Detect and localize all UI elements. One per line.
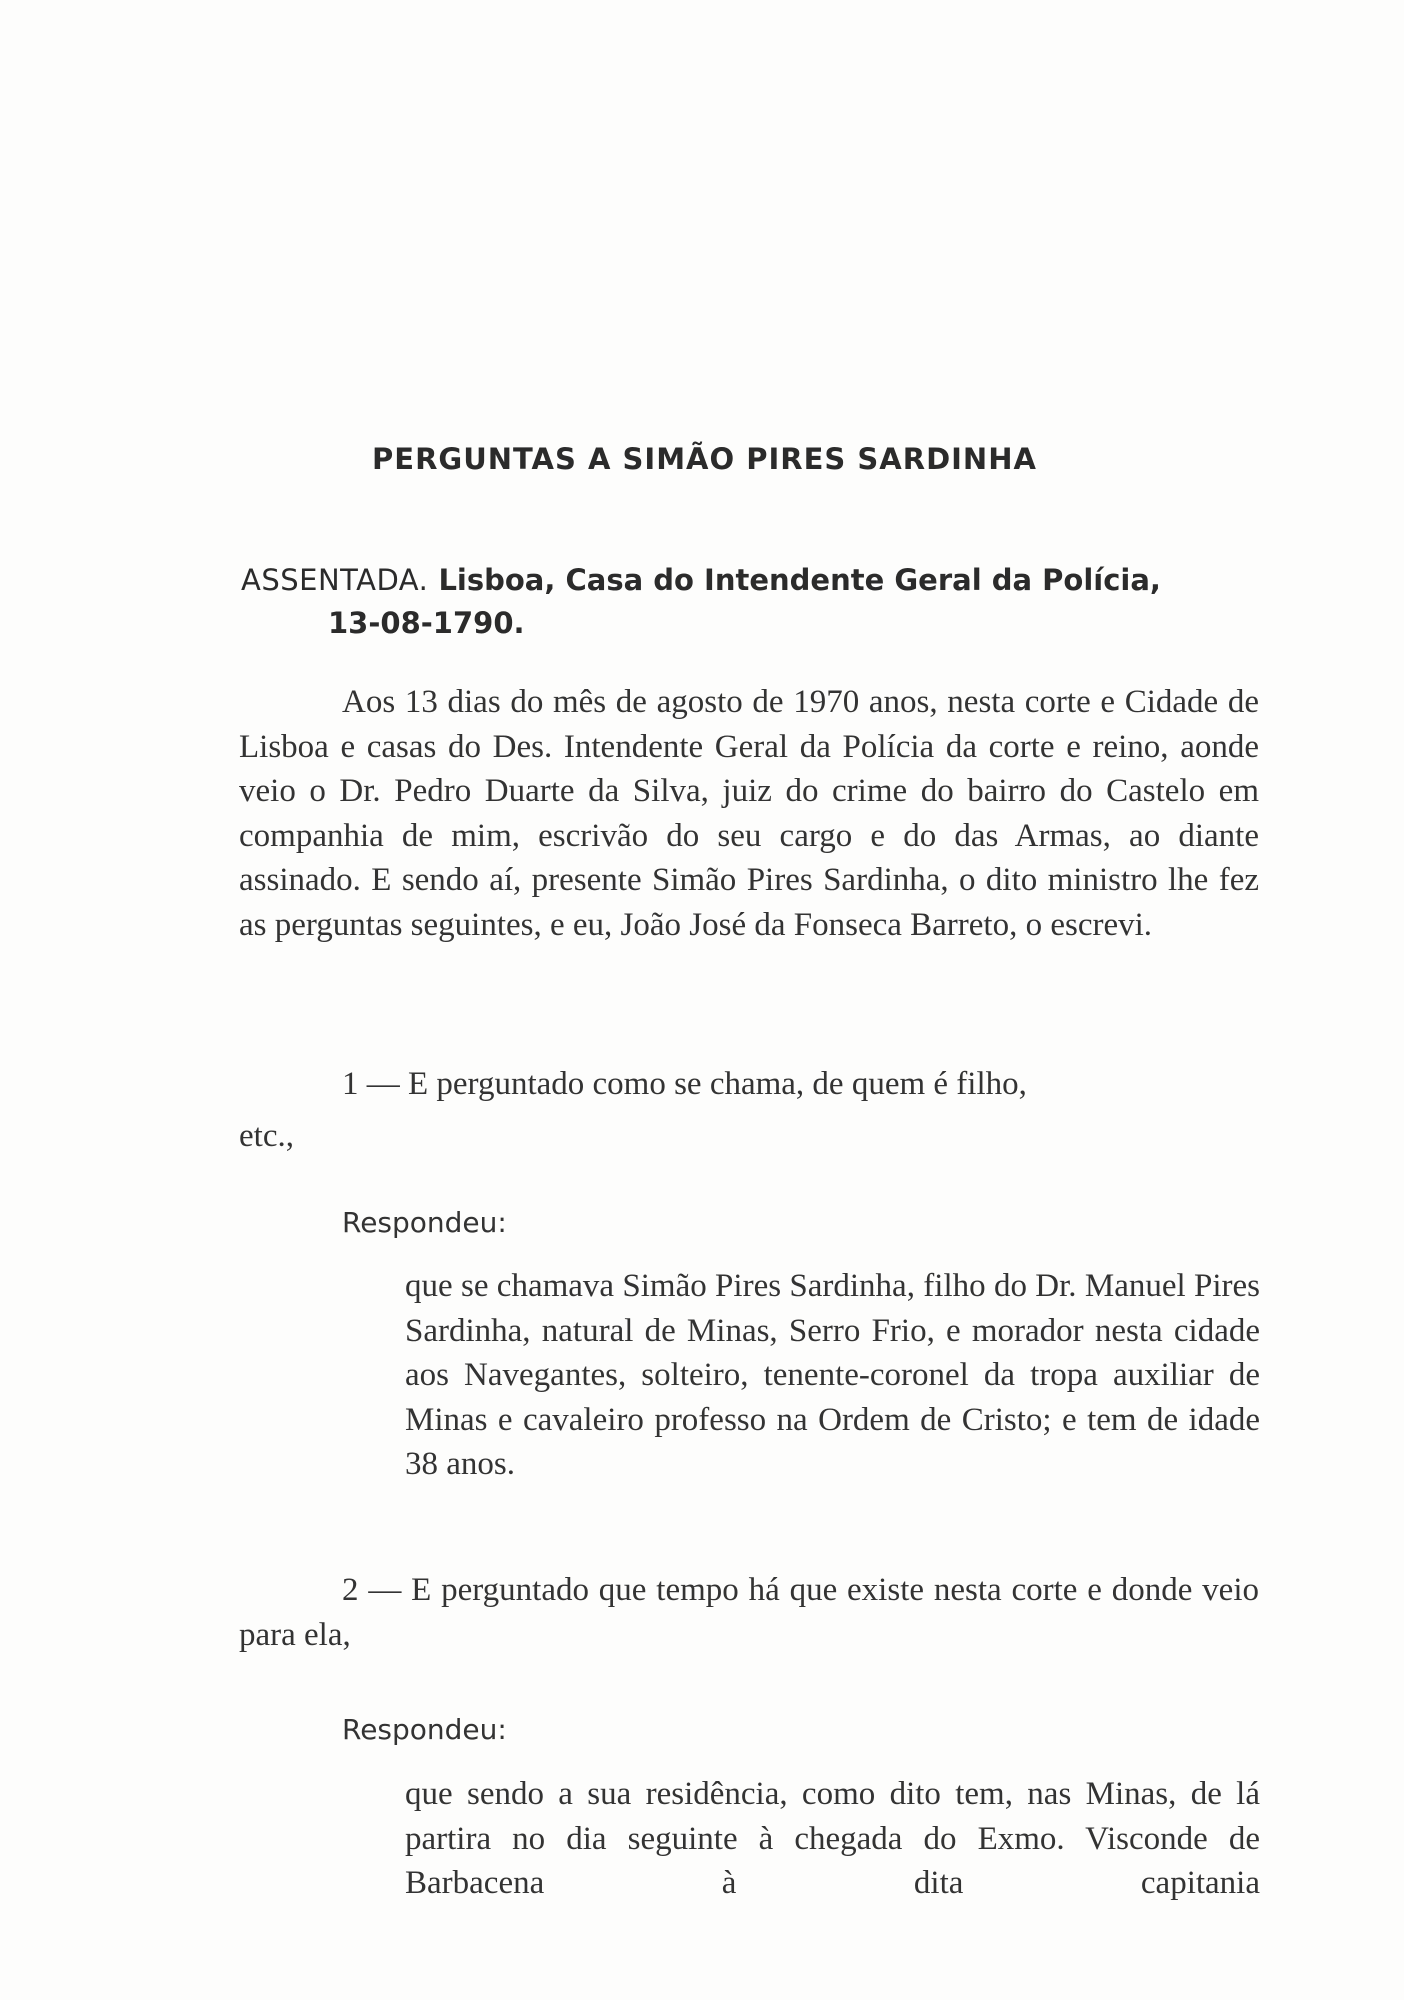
- response-label-2: Respondeu:: [342, 1713, 507, 1746]
- answer-1: que se chamava Simão Pires Sardinha, filho do Dr. Manuel Pires Sardinha, natural de Minas, Serro Frio, e morador nesta cidade aos Navegantes, solteiro, tenente-coronel da tropa auxiliar de Minas e cavaleiro professo na Ordem de Cristo; e tem de idade 38 anos.: [405, 1268, 1260, 1482]
- question-2: 2 — E perguntado que tempo há que existe nesta corte e donde veio para ela,: [239, 1572, 1259, 1653]
- response-label-1: Respondeu:: [342, 1206, 507, 1239]
- session-heading-date: 13-08-1790.: [328, 606, 525, 640]
- session-heading-lead: ASSENTADA.: [241, 563, 429, 597]
- answer-2: que sendo a sua residência, como dito tem, nas Minas, de lá partira no dia seguinte à chegada do Exmo. Visconde de Barbacena à dita capitania: [405, 1776, 1260, 1901]
- session-heading: [241, 563, 1161, 597]
- question-1-line-2: etc.,: [239, 1118, 294, 1154]
- document-title: PERGUNTAS A SIMÃO PIRES SARDINHA: [372, 442, 1037, 476]
- intro-paragraph: Aos 13 dias do mês de agosto de 1970 anos, nesta corte e Cidade de Lisboa e casas do Des. Intendente Geral da Polícia da corte e reino, aonde veio o Dr. Pedro Duarte da Silva, juiz do crime do bairro do Castelo em companhia de mim, escrivão do seu cargo e do das Armas, ao diante assinado. E sendo aí, presente Simão Pires Sardinha, o dito ministro lhe fez as perguntas seguintes, e eu, João José da Fonseca Barreto, o escrevi.: [239, 684, 1259, 943]
- session-heading-place: Lisboa, Casa do Intendente Geral da Polícia,: [428, 563, 1161, 597]
- question-1-line-1: 1 — E perguntado como se chama, de quem é filho,: [342, 1066, 1027, 1102]
